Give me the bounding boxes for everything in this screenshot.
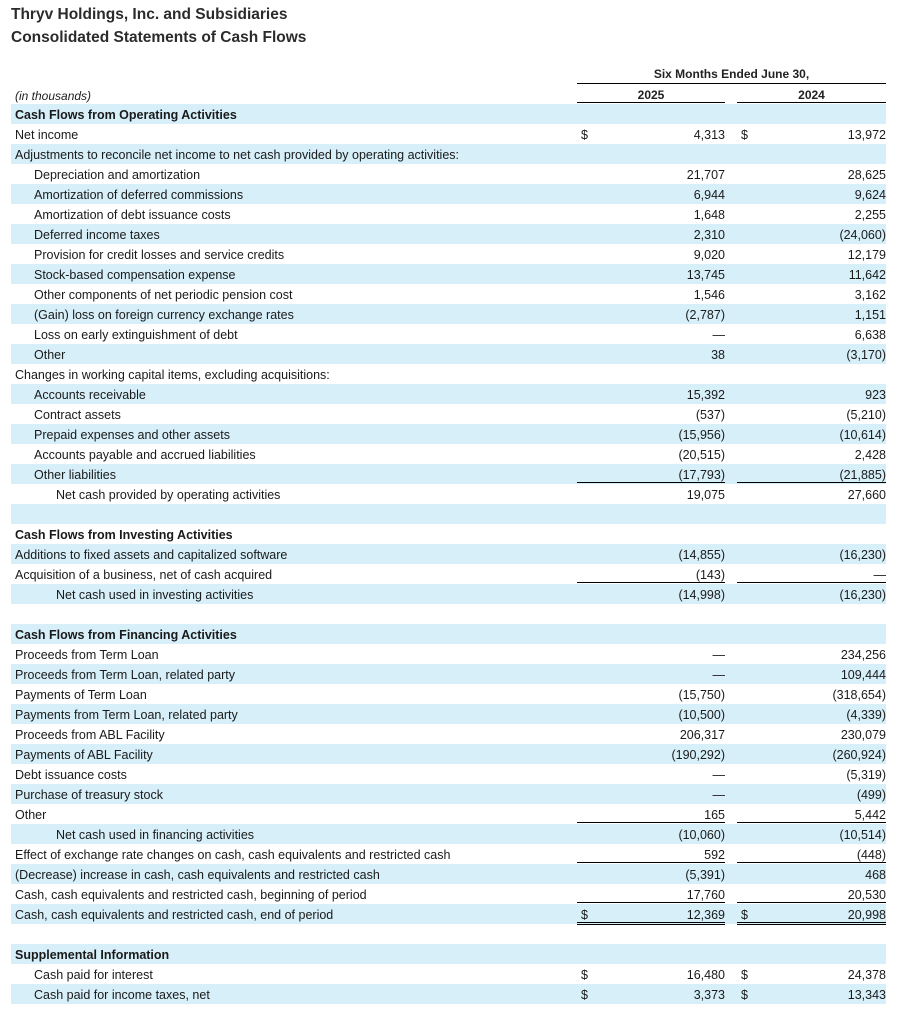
total-rule bbox=[737, 902, 886, 903]
table-row bbox=[11, 284, 886, 304]
section-header-row bbox=[11, 944, 886, 964]
total-rule bbox=[737, 862, 886, 863]
value-2024: 12,179 bbox=[847, 248, 886, 262]
value-2025: (143) bbox=[695, 568, 725, 582]
table-row bbox=[11, 384, 886, 404]
table-row bbox=[11, 744, 886, 764]
row-label: Cash paid for interest bbox=[34, 968, 153, 982]
value-2024: 2,255 bbox=[854, 208, 886, 222]
value-2025: — bbox=[712, 328, 725, 342]
row-label: (Gain) loss on foreign currency exchange rates bbox=[34, 308, 294, 322]
value-2025: (10,060) bbox=[678, 828, 725, 842]
value-2025: 1,648 bbox=[693, 208, 725, 222]
section-header-row bbox=[11, 524, 886, 544]
value-2024: 13,343 bbox=[847, 988, 886, 1002]
value-2024: (5,319) bbox=[846, 768, 886, 782]
row-label: Other liabilities bbox=[34, 468, 116, 482]
value-2024: (318,654) bbox=[832, 688, 886, 702]
row-label: Proceeds from Term Loan bbox=[15, 648, 159, 662]
row-label: Cash Flows from Operating Activities bbox=[15, 108, 237, 122]
row-label: Additions to fixed assets and capitalized software bbox=[15, 548, 288, 562]
table-row bbox=[11, 704, 886, 724]
row-label: Purchase of treasury stock bbox=[15, 788, 163, 802]
row-label: Contract assets bbox=[34, 408, 121, 422]
table-row bbox=[11, 204, 886, 224]
row-label: Payments from Term Loan, related party bbox=[15, 708, 238, 722]
value-2025: (20,515) bbox=[678, 448, 725, 462]
row-label: Deferred income taxes bbox=[34, 228, 160, 242]
value-2025: 2,310 bbox=[693, 228, 725, 242]
value-2025: 165 bbox=[704, 808, 725, 822]
table-row bbox=[11, 884, 886, 904]
value-2024: 3,162 bbox=[854, 288, 886, 302]
total-rule bbox=[737, 822, 886, 823]
value-2024: (3,170) bbox=[846, 348, 886, 362]
units-label: (in thousands) bbox=[15, 89, 92, 103]
value-2024: — bbox=[873, 568, 886, 582]
table-row bbox=[11, 144, 886, 164]
table-row bbox=[11, 684, 886, 704]
value-2025: 16,480 bbox=[686, 968, 725, 982]
row-label: Amortization of debt issuance costs bbox=[34, 208, 231, 222]
currency-symbol-2025: $ bbox=[581, 908, 588, 922]
value-2024: (260,924) bbox=[832, 748, 886, 762]
table-row bbox=[11, 844, 886, 864]
table-row bbox=[11, 904, 886, 924]
table-row bbox=[11, 584, 886, 604]
total-rule bbox=[737, 922, 886, 923]
total-rule bbox=[577, 582, 725, 583]
currency-symbol-2024: $ bbox=[741, 908, 748, 922]
row-label: Cash paid for income taxes, net bbox=[34, 988, 210, 1002]
row-label: Payments of Term Loan bbox=[15, 688, 147, 702]
table-row bbox=[11, 664, 886, 684]
total-rule bbox=[737, 482, 886, 483]
value-2025: — bbox=[712, 668, 725, 682]
value-2025: (190,292) bbox=[671, 748, 725, 762]
value-2024: (4,339) bbox=[846, 708, 886, 722]
table-row bbox=[11, 724, 886, 744]
row-label: Cash, cash equivalents and restricted cash, end of period bbox=[15, 908, 334, 922]
value-2024: (5,210) bbox=[846, 408, 886, 422]
row-label: Stock-based compensation expense bbox=[34, 268, 236, 282]
row-label: Changes in working capital items, excluding acquisitions: bbox=[15, 368, 330, 382]
value-2024: (499) bbox=[856, 788, 886, 802]
value-2024: 234,256 bbox=[840, 648, 886, 662]
value-2025: 592 bbox=[704, 848, 725, 862]
table-row bbox=[11, 444, 886, 464]
row-label: Net cash provided by operating activities bbox=[56, 488, 281, 502]
value-2024: (24,060) bbox=[839, 228, 886, 242]
value-2025: (15,750) bbox=[678, 688, 725, 702]
row-label: Payments of ABL Facility bbox=[15, 748, 153, 762]
year-rule-2025 bbox=[577, 102, 725, 103]
row-label: Other components of net periodic pension cost bbox=[34, 288, 293, 302]
value-2025: 3,373 bbox=[693, 988, 725, 1002]
row-label: Acquisition of a business, net of cash acquired bbox=[15, 568, 273, 582]
value-2025: (537) bbox=[695, 408, 725, 422]
total-rule bbox=[577, 822, 725, 823]
cash-flow-table bbox=[11, 104, 886, 1004]
currency-symbol-2025: $ bbox=[581, 128, 588, 142]
row-label: Amortization of deferred commissions bbox=[34, 188, 244, 202]
spacer-row bbox=[11, 604, 886, 624]
value-2025: (14,998) bbox=[678, 588, 725, 602]
value-2025: 1,546 bbox=[693, 288, 725, 302]
period-header-rule bbox=[577, 83, 886, 84]
value-2024: 28,625 bbox=[847, 168, 886, 182]
row-label: Adjustments to reconcile net income to net cash provided by operating activities: bbox=[15, 148, 459, 162]
table-row bbox=[11, 984, 886, 1004]
row-label: Other bbox=[34, 348, 66, 362]
row-label: Proceeds from ABL Facility bbox=[15, 728, 165, 742]
table-row bbox=[11, 364, 886, 384]
section-header-row bbox=[11, 624, 886, 644]
total-rule bbox=[577, 902, 725, 903]
currency-symbol-2025: $ bbox=[581, 968, 588, 982]
table-row bbox=[11, 324, 886, 344]
currency-symbol-2024: $ bbox=[741, 988, 748, 1002]
value-2024: (16,230) bbox=[839, 588, 886, 602]
value-2025: — bbox=[712, 788, 725, 802]
spacer-row bbox=[11, 924, 886, 944]
row-label: Net cash used in financing activities bbox=[56, 828, 255, 842]
table-row bbox=[11, 224, 886, 244]
section-header-row bbox=[11, 104, 886, 124]
table-row bbox=[11, 644, 886, 664]
value-2025: (17,793) bbox=[678, 468, 725, 482]
value-2025: 13,745 bbox=[686, 268, 725, 282]
value-2025: — bbox=[712, 648, 725, 662]
spacer-row bbox=[11, 504, 886, 524]
table-row bbox=[11, 184, 886, 204]
row-label: Effect of exchange rate changes on cash, cash equivalents and restricted cash bbox=[15, 848, 451, 862]
value-2024: 230,079 bbox=[840, 728, 886, 742]
value-2024: 109,444 bbox=[840, 668, 886, 682]
value-2025: (5,391) bbox=[685, 868, 725, 882]
table-row bbox=[11, 564, 886, 584]
row-label: Depreciation and amortization bbox=[34, 168, 201, 182]
row-label: Loss on early extinguishment of debt bbox=[34, 328, 238, 342]
row-label: Net income bbox=[15, 128, 79, 142]
row-label: (Decrease) increase in cash, cash equivalents and restricted cash bbox=[15, 868, 380, 882]
table-row bbox=[11, 264, 886, 284]
total-rule bbox=[577, 862, 725, 863]
row-label: Accounts receivable bbox=[34, 388, 146, 402]
year-header-2025: 2025 bbox=[637, 88, 665, 102]
value-2024: 468 bbox=[865, 868, 886, 882]
value-2024: 20,998 bbox=[847, 908, 886, 922]
currency-symbol-2024: $ bbox=[741, 128, 748, 142]
currency-symbol-2024: $ bbox=[741, 968, 748, 982]
value-2024: 24,378 bbox=[847, 968, 886, 982]
value-2025: 12,369 bbox=[686, 908, 725, 922]
table-row bbox=[11, 244, 886, 264]
table-row bbox=[11, 164, 886, 184]
value-2024: (16,230) bbox=[839, 548, 886, 562]
total-rule bbox=[577, 922, 725, 923]
row-label: Prepaid expenses and other assets bbox=[34, 428, 230, 442]
table-row bbox=[11, 304, 886, 324]
row-label: Accounts payable and accrued liabilities bbox=[34, 448, 256, 462]
row-label: Provision for credit losses and service credits bbox=[34, 248, 285, 262]
year-rule-2024 bbox=[737, 102, 886, 103]
value-2025: 15,392 bbox=[686, 388, 725, 402]
value-2025: 21,707 bbox=[686, 168, 725, 182]
company-title: Thryv Holdings, Inc. and Subsidiaries bbox=[11, 6, 288, 23]
year-header-2024: 2024 bbox=[798, 88, 825, 102]
value-2024: 27,660 bbox=[847, 488, 886, 502]
row-label: Debt issuance costs bbox=[15, 768, 127, 782]
value-2024: (10,614) bbox=[839, 428, 886, 442]
value-2025: 9,020 bbox=[693, 248, 725, 262]
row-label: Cash Flows from Financing Activities bbox=[15, 628, 237, 642]
table-row bbox=[11, 824, 886, 844]
table-row bbox=[11, 344, 886, 364]
table-row bbox=[11, 964, 886, 984]
value-2024: (448) bbox=[856, 848, 886, 862]
total-rule bbox=[577, 482, 725, 483]
table-row bbox=[11, 864, 886, 884]
table-row bbox=[11, 804, 886, 824]
value-2024: 923 bbox=[865, 388, 886, 402]
value-2025: 17,760 bbox=[686, 888, 725, 902]
table-row bbox=[11, 404, 886, 424]
value-2024: 9,624 bbox=[854, 188, 886, 202]
value-2025: 19,075 bbox=[686, 488, 725, 502]
value-2024: (21,885) bbox=[839, 468, 886, 482]
row-label: Net cash used in investing activities bbox=[56, 588, 254, 602]
row-label: Other bbox=[15, 808, 47, 822]
period-header: Six Months Ended June 30, bbox=[653, 67, 810, 81]
row-label: Cash, cash equivalents and restricted cash, beginning of period bbox=[15, 888, 367, 902]
value-2024: 1,151 bbox=[854, 308, 886, 322]
currency-symbol-2025: $ bbox=[581, 988, 588, 1002]
table-row bbox=[11, 544, 886, 564]
value-2024: 13,972 bbox=[847, 128, 886, 142]
value-2024: (10,514) bbox=[839, 828, 886, 842]
table-row bbox=[11, 424, 886, 444]
table-row bbox=[11, 484, 886, 504]
value-2025: 4,313 bbox=[693, 128, 725, 142]
value-2025: — bbox=[712, 768, 725, 782]
total-rule bbox=[737, 582, 886, 583]
value-2025: 6,944 bbox=[693, 188, 725, 202]
value-2025: 206,317 bbox=[679, 728, 725, 742]
value-2025: 38 bbox=[711, 348, 725, 362]
row-label: Proceeds from Term Loan, related party bbox=[15, 668, 236, 682]
value-2025: (14,855) bbox=[678, 548, 725, 562]
value-2025: (10,500) bbox=[678, 708, 725, 722]
statement-title: Consolidated Statements of Cash Flows bbox=[11, 29, 307, 46]
value-2024: 2,428 bbox=[854, 448, 886, 462]
row-label: Supplemental Information bbox=[15, 948, 170, 962]
table-row bbox=[11, 764, 886, 784]
row-label: Cash Flows from Investing Activities bbox=[15, 528, 233, 542]
value-2024: 20,530 bbox=[847, 888, 886, 902]
value-2024: 11,642 bbox=[848, 268, 886, 282]
value-2025: (2,787) bbox=[685, 308, 725, 322]
value-2024: 6,638 bbox=[854, 328, 886, 342]
table-row bbox=[11, 124, 886, 144]
table-row bbox=[11, 784, 886, 804]
table-row bbox=[11, 464, 886, 484]
value-2025: (15,956) bbox=[678, 428, 725, 442]
value-2024: 5,442 bbox=[854, 808, 886, 822]
